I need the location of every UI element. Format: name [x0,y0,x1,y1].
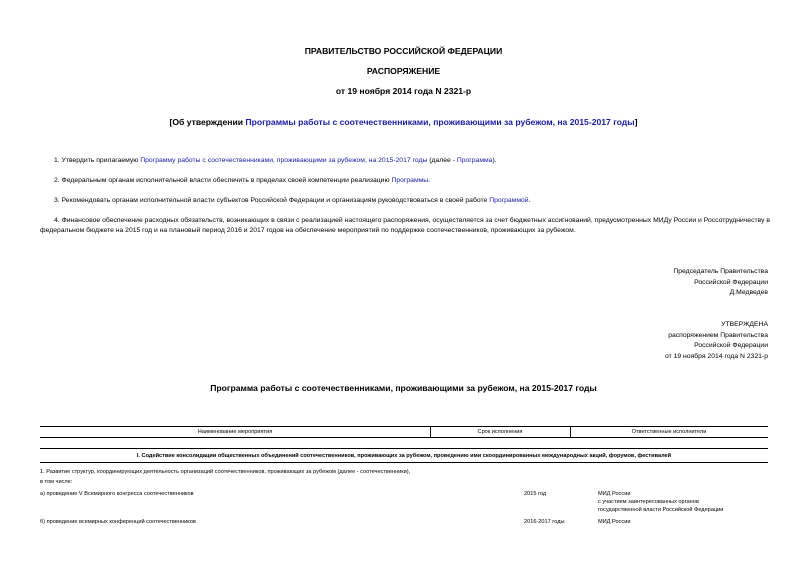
p2-text-end: . [428,177,431,184]
section-top-border [40,448,768,449]
table-header-term: Срок исполнения [477,429,523,435]
row-a-executors [598,490,768,514]
row-a-exec-3: государственной власти Российской Федерации [598,507,724,513]
table-top-border [40,426,768,427]
p3-program-link[interactable]: Программой [489,197,529,204]
table-row-item-1: 1. Развитие структур, координирующих деятельность организаций соотечественников, проживающих за рубежом (далее - соотечественники), [40,469,411,475]
table-header-bottom-border [40,437,768,438]
title-program-link[interactable]: Программы работы с соотечественниками, проживающими за рубежом, на 2015-2017 годы [245,117,635,127]
document-date-number: от 19 ноября 2014 года N 2321-р [335,86,472,96]
paragraph-2 [40,176,770,186]
table-header-name: Наименование мероприятия [197,429,273,435]
p1-text: 1. Утвердить прилагаемую [54,157,141,164]
p1-program-short-link[interactable]: Программа [456,157,493,164]
title-close: ] [634,117,638,127]
p2-program-link[interactable]: Программы [391,177,429,184]
signature-position: Председатель Правительства [673,268,768,275]
paragraph-1 [40,156,770,166]
row-b-exec-1: МИД России [598,519,631,525]
p1-program-link[interactable]: Программу работы с соотечественниками, проживающими за рубежом, на 2015-2017 годы [140,157,428,164]
document-title [0,117,807,127]
row-a-exec-1: МИД России [598,491,631,497]
table-header-executors: Ответственные исполнители [631,429,707,435]
approval-line-2: распоряжением Правительства [668,331,768,339]
paragraph-3 [40,196,770,206]
paragraph-4: 4. Финансовое обеспечение расходных обязательств, возникающих в связи с реализацией настоящего распоряжения, осуществляется за счет бюджетных ассигнований, предусмотренных МИДу России и Россотрудничеству в федеральном бюджете на 2015 год и на плановый период 2016 и 2017 годов на обеспечение мероприятий по поддержке соотечественников, проживающих за рубежом. [40,217,770,234]
p1-text-end: ). [492,157,497,164]
signature-country: Российской Федерации [694,278,768,286]
title-open: [Об утверждении [169,117,246,127]
table-row-item-1-sub: в том числе: [40,479,73,485]
approval-label: УТВЕРЖДЕНА [721,321,768,328]
approval-block [665,320,768,362]
government-name: ПРАВИТЕЛЬСТВО РОССИЙСКОЙ ФЕДЕРАЦИИ [304,46,503,56]
row-b-term: 2016-2017 годы [524,519,565,525]
document-type: РАСПОРЯЖЕНИЕ [366,66,441,76]
row-a-exec-2: с участием заинтересованных органов [598,499,699,505]
section-bottom-border [40,462,768,463]
p1-text-mid: (далее - [427,157,457,164]
program-title: Программа работы с соотечественниками, проживающими за рубежом, на 2015-2017 годы [210,383,597,393]
row-a-term: 2015 год [524,491,547,497]
row-a-name: а) проведение V Всемирного конгресса соотечественников [40,491,194,497]
section-title: I. Содействие консолидации общественных объединений соотечественников, проживающих за рубежом, проведению ими скоординированных международных акций, форумов, фестивалей [136,453,672,459]
p2-text: 2. Федеральным органам исполнительной власти обеспечить в пределах своей компетенции реализацию [54,177,392,184]
p3-text: 3. Рекомендовать органам исполнительной власти субъектов Российской Федерации и организациям руководствоваться в своей работе [54,197,490,204]
signature-block [673,267,768,299]
signature-name: Д.Медведев [729,289,768,296]
row-b-name: б) проведение всемирных конференций соотечественников [40,519,196,525]
p3-text-end: . [528,197,531,204]
approval-line-3: Российской Федерации [694,342,768,349]
approval-date: от 19 ноября 2014 года N 2321-р [664,352,768,360]
